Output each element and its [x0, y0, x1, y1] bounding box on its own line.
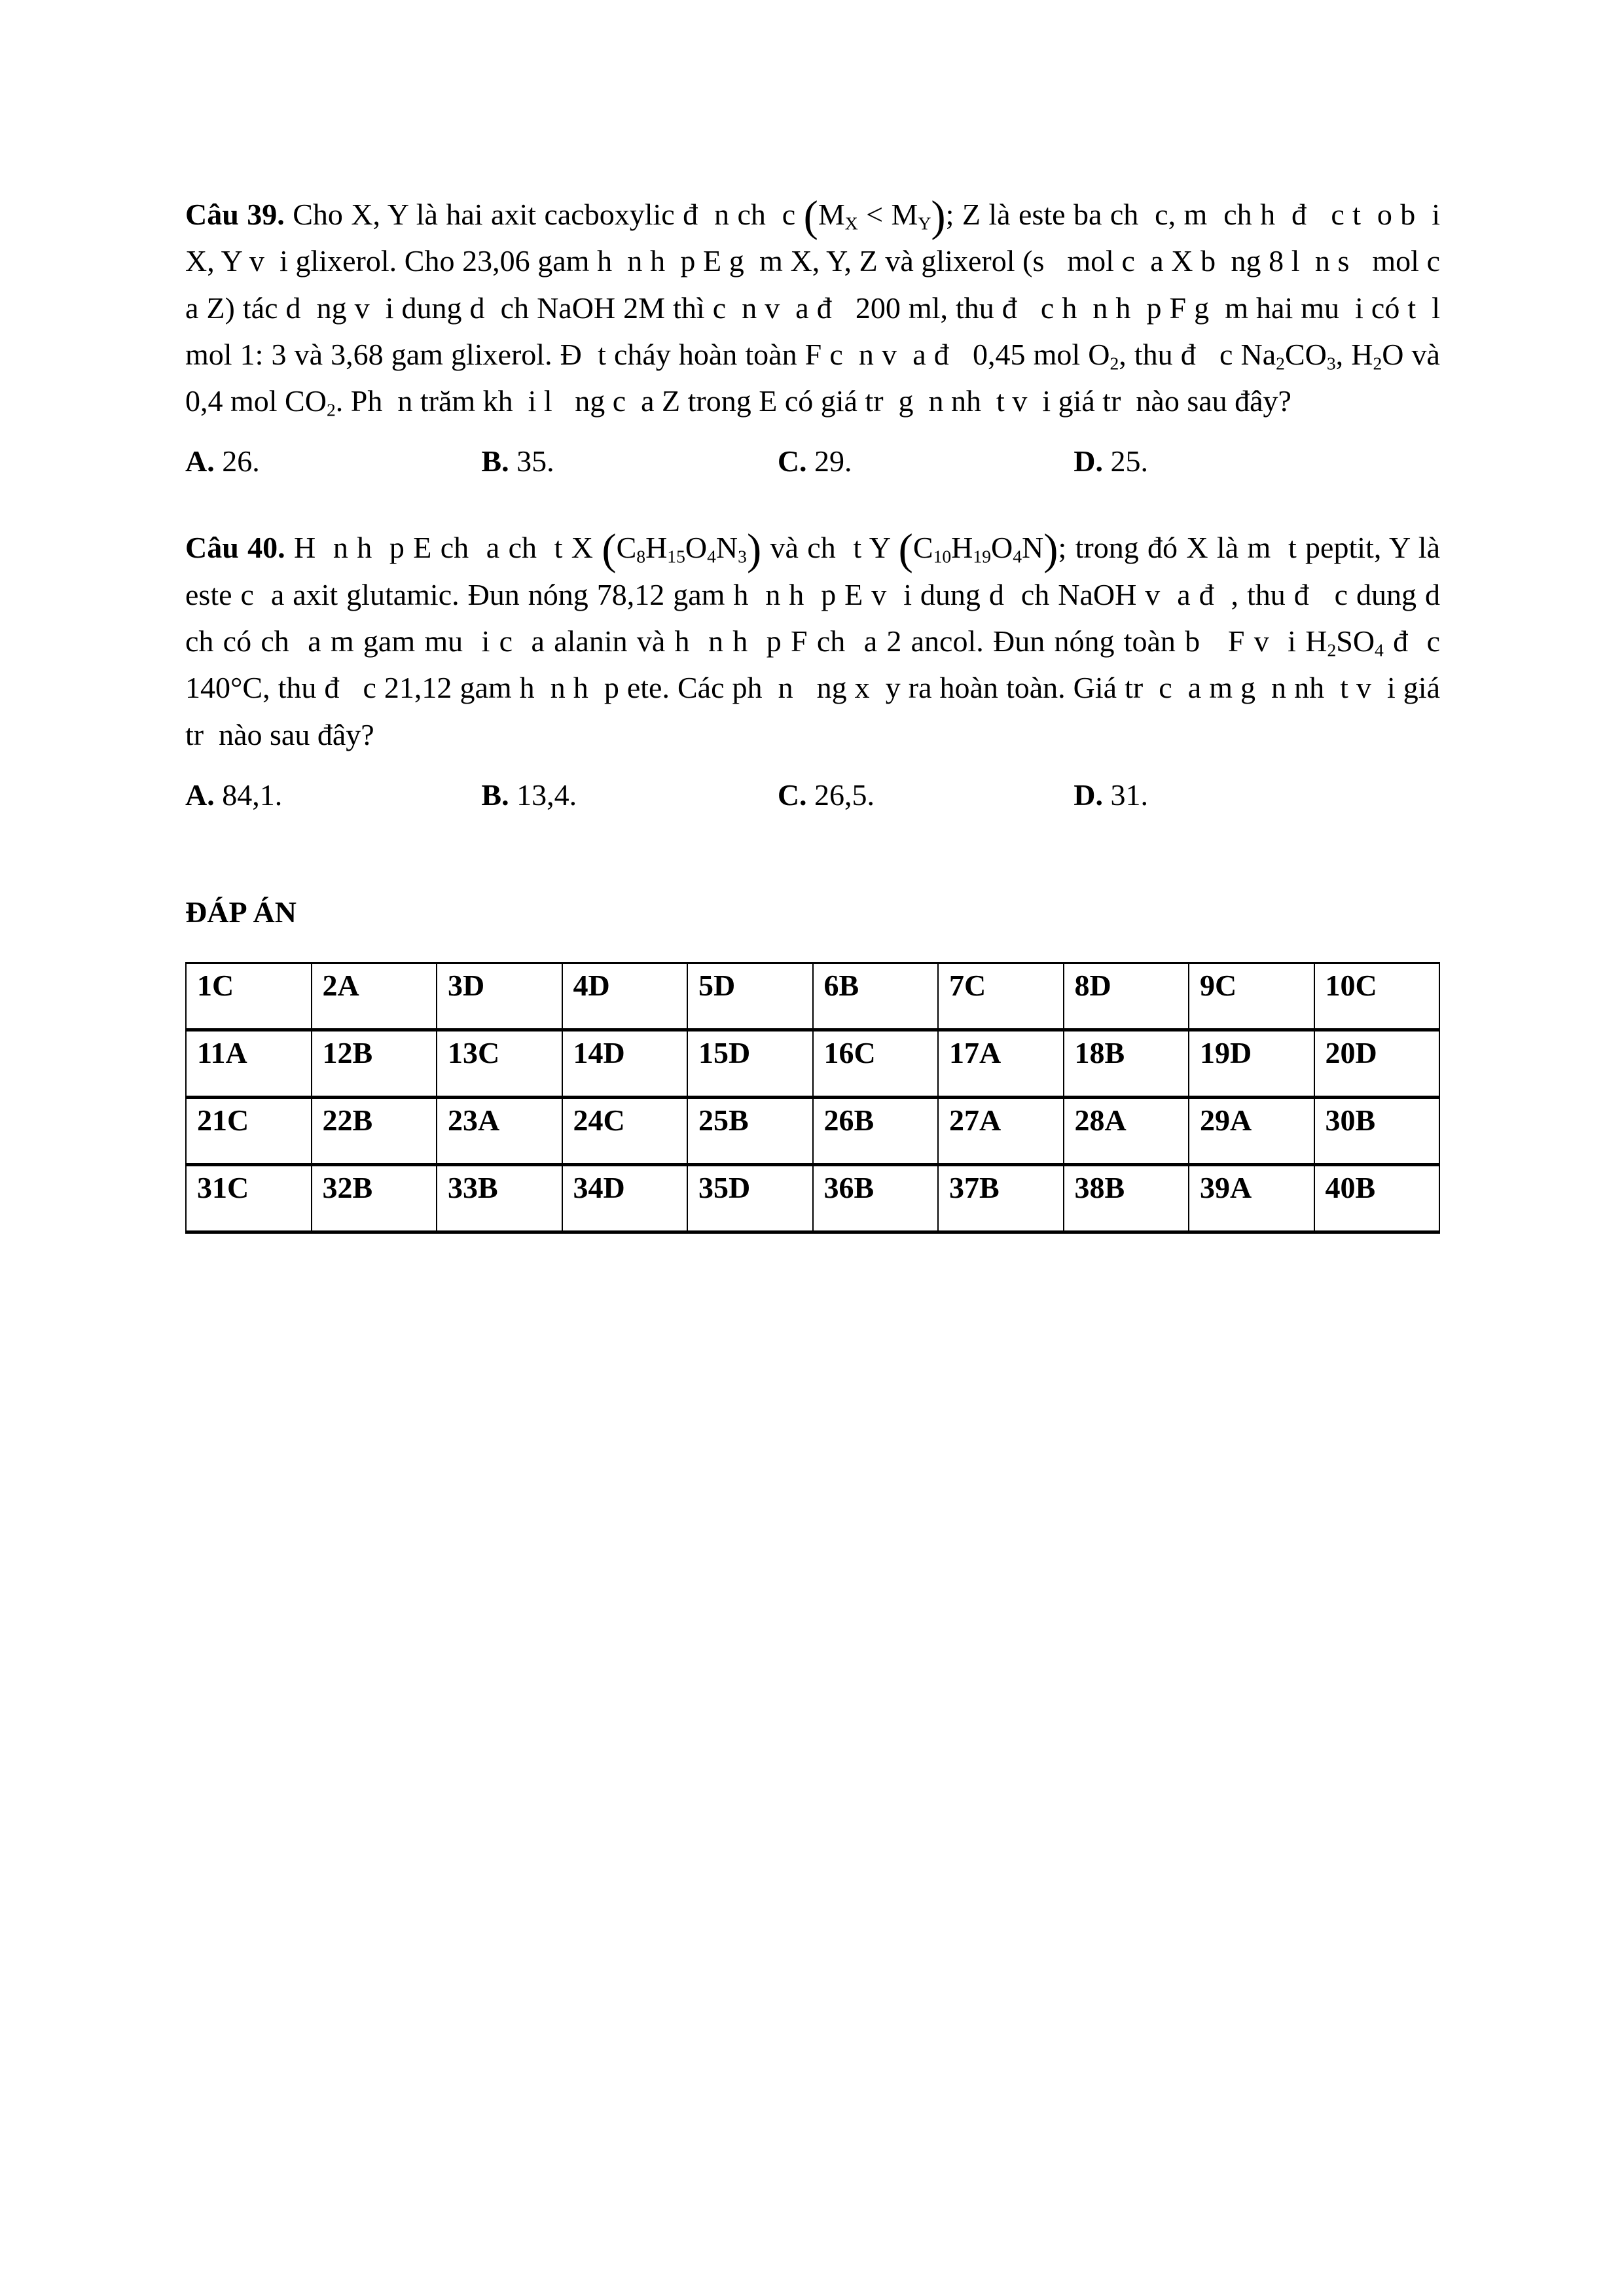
answer-cell: 1C — [186, 963, 312, 1030]
answer-cell: 9C — [1189, 963, 1314, 1030]
answer-cell: 31C — [186, 1164, 312, 1232]
answer-cell: 3D — [437, 963, 562, 1030]
question-39-option-d — [1074, 439, 1440, 484]
question-40-text: Câu 40. H n h p E ch a ch t X $(C_8H_{15}O_4N_3)$ và ch t Y $(C_{10}H_{19}O_4N)$; trong đó X là m t peptit, Y là este c a axit glutamic. Đun nóng 78,12 gam h n h p E v i dung d ch NaOH v a đ , thu đ c dung d ch có ch a m gam mu i c a alanin và h n h p F ch a 2 ancol. Đun nóng toàn b F v i $H_2SO_4$ đ c 140°C, thu đ c 21,12 gam h n h p ete. Các ph n ng x y ra hoàn toàn. Giá tr c a m g n nh t v i giá tr nào sau đây? — [185, 526, 1470, 751]
answer-cell: 14D — [562, 1030, 688, 1097]
option-letter: A. — [185, 444, 215, 478]
option-letter: C. — [777, 778, 807, 812]
answer-cell: 5D — [687, 963, 813, 1030]
answer-cell: 20D — [1314, 1030, 1440, 1097]
answer-cell: 32B — [312, 1164, 437, 1232]
question-40-option-b — [481, 772, 777, 817]
answer-key-table — [185, 962, 1440, 1234]
option-letter: A. — [185, 778, 215, 812]
question-40-option-d — [1074, 772, 1440, 817]
option-value: 29. — [806, 444, 852, 478]
question-39-options — [185, 439, 1440, 484]
question-40-option-a — [185, 772, 481, 817]
answer-cell: 25B — [687, 1097, 813, 1164]
answer-cell: 16C — [813, 1030, 939, 1097]
option-letter: C. — [777, 444, 807, 478]
answer-cell: 36B — [813, 1164, 939, 1232]
answer-cell: 13C — [437, 1030, 562, 1097]
answer-cell: 26B — [813, 1097, 939, 1164]
option-letter: D. — [1074, 778, 1103, 812]
answer-cell: 29A — [1189, 1097, 1314, 1164]
answer-cell: 23A — [437, 1097, 562, 1164]
option-value: 13,4. — [509, 778, 577, 812]
option-letter: B. — [481, 778, 509, 812]
option-letter: B. — [481, 444, 509, 478]
answer-cell: 35D — [687, 1164, 813, 1232]
answer-cell: 19D — [1189, 1030, 1314, 1097]
answer-cell: 37B — [938, 1164, 1064, 1232]
answer-cell: 33B — [437, 1164, 562, 1232]
answer-cell: 27A — [938, 1097, 1064, 1164]
option-value: 26. — [214, 444, 260, 478]
question-39-option-b — [481, 439, 777, 484]
answer-cell: 15D — [687, 1030, 813, 1097]
option-value: 35. — [509, 444, 554, 478]
answer-cell: 40B — [1314, 1164, 1440, 1232]
answer-cell: 10C — [1314, 963, 1440, 1030]
question-39-option-c — [778, 439, 1074, 484]
answer-cell: 24C — [562, 1097, 688, 1164]
answer-cell: 8D — [1064, 963, 1189, 1030]
answer-cell: 34D — [562, 1164, 688, 1232]
question-39-option-a — [185, 439, 481, 484]
answer-cell: 22B — [312, 1097, 437, 1164]
answer-cell: 18B — [1064, 1030, 1189, 1097]
answer-key-row-2 — [186, 1030, 1439, 1097]
option-letter: D. — [1074, 444, 1103, 478]
question-40-options — [185, 772, 1440, 817]
answer-key-row-1 — [186, 963, 1439, 1030]
question-39-text: Câu 39. Cho X, Y là hai axit cacboxylic đ n ch c $(M_X < M_Y)$; Z là este ba ch c, m ch h đ c t o b i X, Y v i glixerol. Cho 23,06 gam h n h p E g m X, Y, Z và glixerol (s mol c a X b ng 8 l n s mol c a Z) tác d ng v i dung d ch NaOH 2M thì c n v a đ 200 ml, thu đ c h n h p F g m hai mu i có t l mol 1: 3 và 3,68 gam glixerol. Đ t cháy hoàn toàn F c n v a đ 0,45 mol $O_2$, thu đ c $Na_2CO_3$, $H_2O$ và 0,4 mol $CO_2$. Ph n trăm kh i l ng c a Z trong E có giá tr g n nh t v i giá tr nào sau đây? — [185, 192, 1463, 420]
question-40 — [185, 524, 1470, 817]
answer-cell: 17A — [938, 1030, 1064, 1097]
answer-key-row-3 — [186, 1097, 1439, 1164]
answer-key-title: ĐÁP ÁN — [185, 895, 297, 929]
question-39 — [185, 191, 1463, 484]
option-value: 26,5. — [806, 778, 875, 812]
answer-cell: 28A — [1064, 1097, 1189, 1164]
answer-cell: 2A — [312, 963, 437, 1030]
answer-cell: 11A — [186, 1030, 312, 1097]
answer-cell: 30B — [1314, 1097, 1440, 1164]
answer-cell: 7C — [938, 963, 1064, 1030]
option-value: 31. — [1102, 778, 1148, 812]
answer-key-row-4 — [186, 1164, 1439, 1232]
option-value: 25. — [1102, 444, 1148, 478]
answer-cell: 4D — [562, 963, 688, 1030]
answer-cell: 12B — [312, 1030, 437, 1097]
answer-cell: 39A — [1189, 1164, 1314, 1232]
question-40-option-c — [778, 772, 1074, 817]
answer-cell: 6B — [813, 963, 939, 1030]
option-value: 84,1. — [214, 778, 283, 812]
answer-cell: 21C — [186, 1097, 312, 1164]
answer-cell: 38B — [1064, 1164, 1189, 1232]
